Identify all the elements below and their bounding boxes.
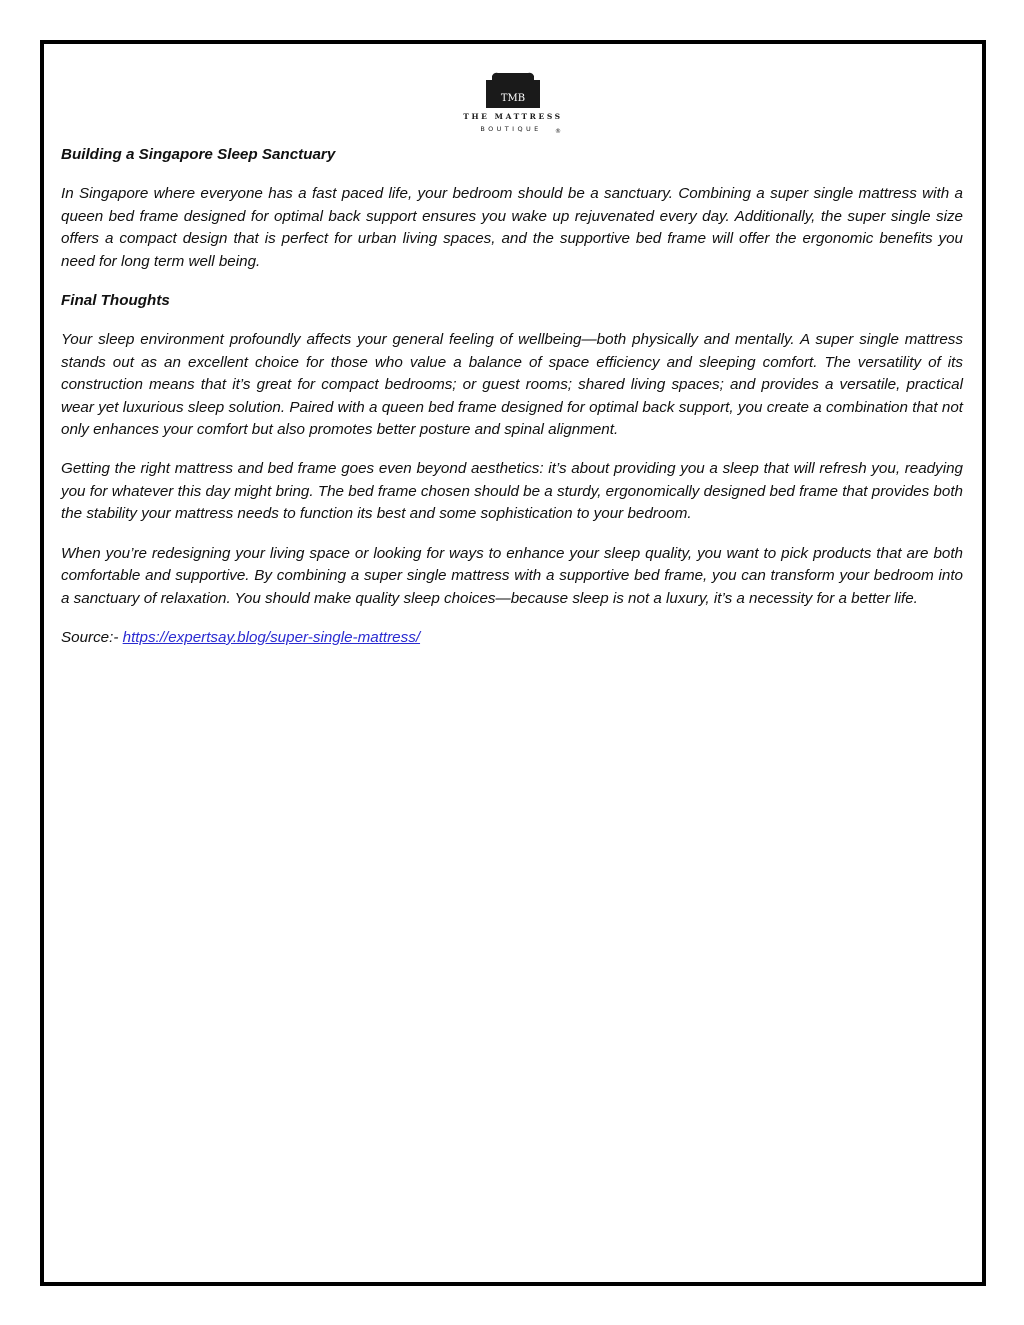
source-line — [61, 627, 963, 649]
page-frame — [40, 40, 986, 1286]
final-thoughts-paragraph-1: Your sleep environment profoundly affects your general feeling of wellbeing—both physically and mentally. A super single mattress stands out as an excellent choice for those who value a balance of space efficiency and sleeping comfort. The versatility of its construction means that it’s great for compact bedrooms; or guest rooms; shared living spaces; and provides a versatile, practical wear yet luxurious sleep solution. Paired with a queen bed frame designed for optimal back support, you create a combination that not only enhances your comfort but also promotes better posture and spinal alignment. — [61, 331, 963, 439]
final-thoughts-paragraph-2: Getting the right mattress and bed frame goes even beyond aesthetics: it’s about providing you a sleep that will refresh you, readying you for whatever this day might bring. The bed frame chosen should be a sturdy, ergonomically designed bed frame that provides both the stability your mattress needs to function its best and some sophistication to your bedroom. — [61, 460, 963, 523]
logo-monogram: TMB — [500, 93, 526, 104]
final-thoughts-heading: Final Thoughts — [61, 292, 170, 310]
final-thoughts-paragraph-3: When you’re redesigning your living space or looking for ways to enhance your sleep quality, you want to pick products that are both comfortable and supportive. By combining a super single mattress with a supportive bed frame, you can transform your bedroom into a sanctuary of relaxation. You should make quality sleep choices—because sleep is not a luxury, it’s a necessity for a better life. — [61, 544, 963, 607]
source-link[interactable]: https://expertsay.blog/super-single-mattress/ — [122, 628, 421, 646]
article-body — [61, 144, 963, 649]
bed-icon — [454, 70, 572, 134]
source-label: Source:- — [61, 628, 123, 646]
sanctuary-heading: Building a Singapore Sleep Sanctuary — [61, 146, 336, 163]
sanctuary-paragraph: In Singapore where everyone has a fast paced life, your bedroom should be a sanctuary. Combining a super single mattress with a queen bed frame designed for optimal back support ensures you wake up rejuvenated every day. Additionally, the super single size offers a compact design that is perfect for urban living spaces, and the supportive bed frame will offer the ergonomic benefits you need for long term well being. — [61, 185, 963, 270]
logo-line-2: BOUTIQUE — [480, 125, 542, 133]
logo-line-1: THE MATTRESS — [463, 112, 563, 121]
brand-logo — [454, 70, 572, 134]
registered-mark: ® — [555, 128, 561, 134]
